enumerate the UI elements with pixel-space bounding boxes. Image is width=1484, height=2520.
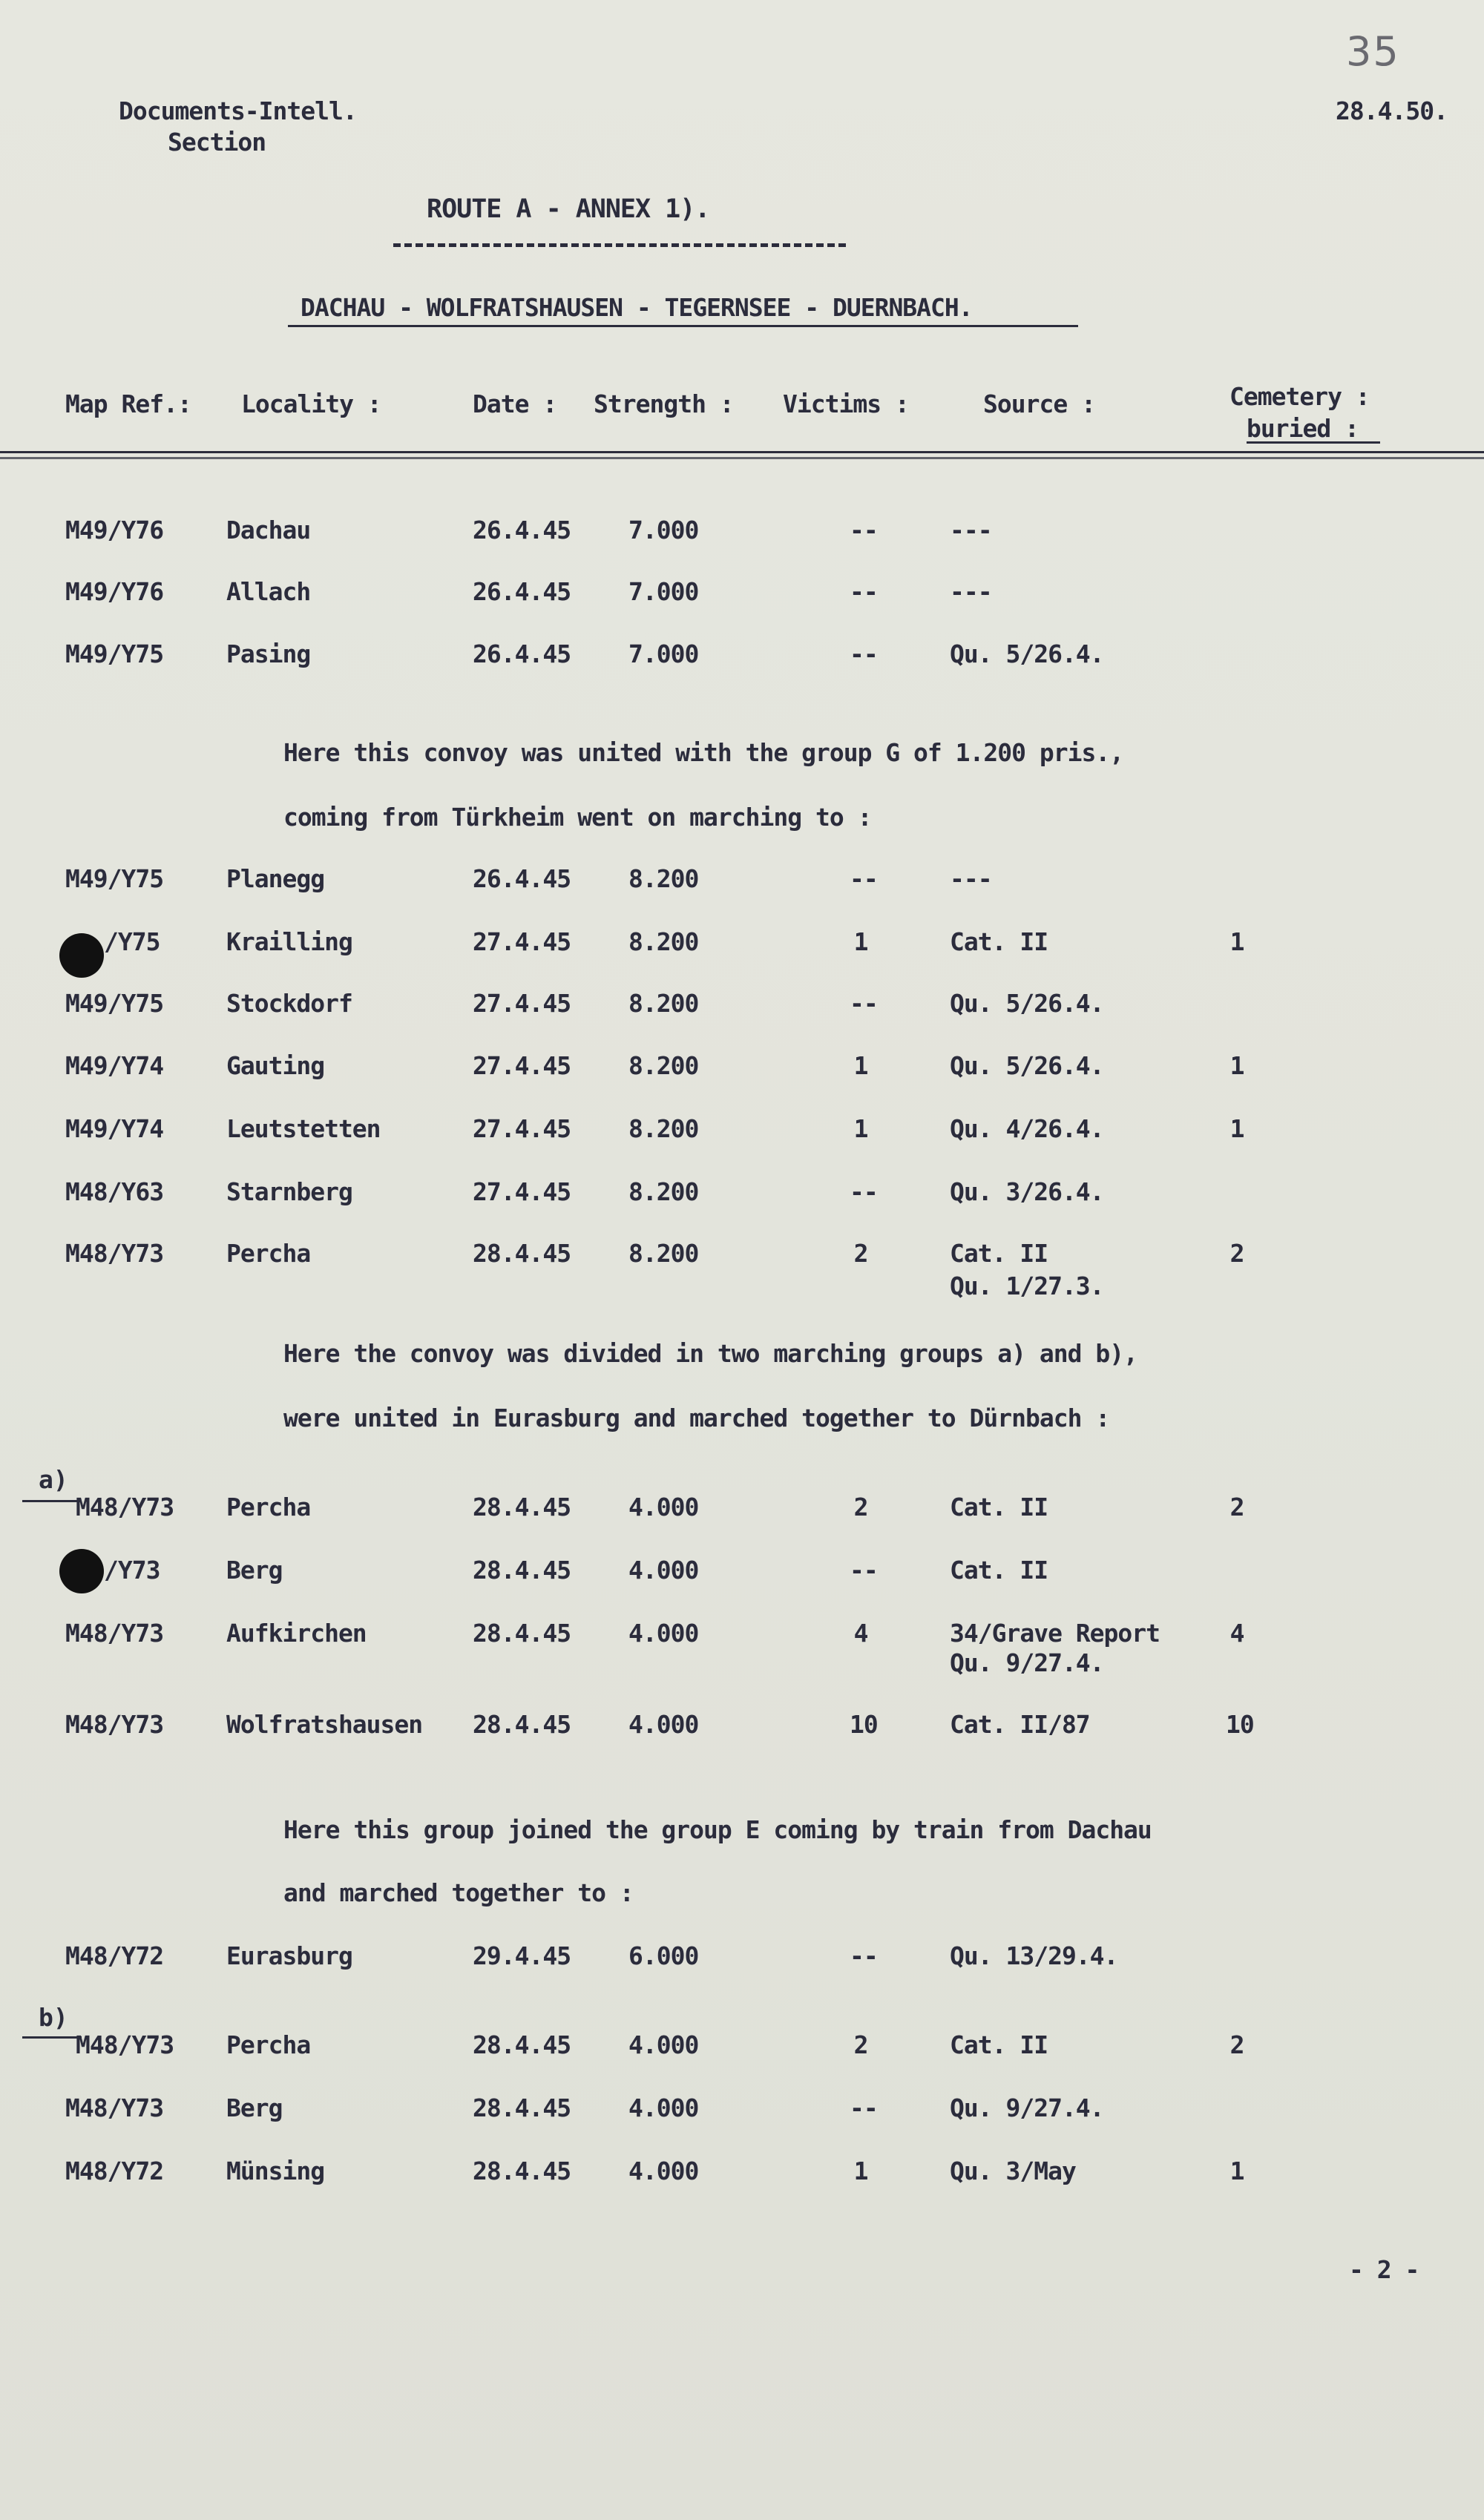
source: --- xyxy=(950,864,992,893)
route-underline xyxy=(288,325,1078,327)
note-line: coming from Türkheim went on marching to : xyxy=(283,803,872,832)
table-row xyxy=(0,1619,1484,1700)
title-dash-underline xyxy=(393,243,846,247)
locality: Krailling xyxy=(226,927,352,956)
cemetery-buried: 2 xyxy=(1229,1239,1244,1268)
cemetery-buried: 4 xyxy=(1229,1619,1244,1648)
date: 27.4.45 xyxy=(473,989,571,1018)
map-ref: M49/Y76 xyxy=(65,516,164,545)
locality: Münsing xyxy=(226,2157,325,2185)
source: --- xyxy=(950,577,992,606)
victims: 2 xyxy=(853,2030,868,2059)
page-footer-number: - 2 - xyxy=(1349,2255,1419,2284)
source: Cat. II xyxy=(950,1493,1048,1521)
table-row xyxy=(0,1556,1484,1615)
note-line: Here this convoy was united with the group G of 1.200 pris., xyxy=(283,738,1124,767)
column-source: Source : xyxy=(983,389,1095,418)
victims: -- xyxy=(850,516,878,545)
note-line: were united in Eurasburg and marched together to Dürnbach : xyxy=(283,1404,1110,1432)
locality: Starnberg xyxy=(226,1177,352,1206)
note-line: Here the convoy was divided in two marching groups a) and b), xyxy=(283,1339,1137,1368)
cemetery-buried: 10 xyxy=(1226,1710,1254,1739)
victims: -- xyxy=(850,639,878,668)
locality: Stockdorf xyxy=(226,989,352,1018)
note-line: Here this group joined the group E coming by train from Dachau xyxy=(283,1815,1152,1844)
map-ref: M48/Y72 xyxy=(65,1941,164,1970)
date: 28.4.45 xyxy=(473,1239,571,1268)
locality: Dachau xyxy=(226,516,311,545)
map-ref: M49/Y75 xyxy=(65,864,164,893)
map-ref: M48/Y63 xyxy=(65,1177,164,1206)
victims: -- xyxy=(850,989,878,1018)
locality: Berg xyxy=(226,2093,283,2122)
victims: 1 xyxy=(853,927,868,956)
cemetery-buried: 1 xyxy=(1229,927,1244,956)
source: 34/Grave Report xyxy=(950,1619,1160,1648)
source: Qu. 5/26.4. xyxy=(950,989,1104,1018)
cemetery-buried: 1 xyxy=(1229,2157,1244,2185)
victims: -- xyxy=(850,1941,878,1970)
department-line2: Section xyxy=(168,128,266,157)
handwritten-page-number: 35 xyxy=(1346,28,1400,75)
locality: Wolfratshausen xyxy=(226,1710,423,1739)
victims: -- xyxy=(850,1177,878,1206)
source: Qu. 13/29.4. xyxy=(950,1941,1118,1970)
victims: 4 xyxy=(853,1619,868,1648)
table-row xyxy=(0,2157,1484,2216)
table-row xyxy=(0,864,1484,924)
locality: Percha xyxy=(226,1493,311,1521)
map-ref: M48/Y73 xyxy=(65,1710,164,1739)
source-secondary: Qu. 9/27.4. xyxy=(950,1648,1104,1677)
cemetery-buried: 2 xyxy=(1229,2030,1244,2059)
table-row xyxy=(0,927,1484,987)
strength: 7.000 xyxy=(628,577,699,606)
locality: Berg xyxy=(226,1556,283,1585)
map-ref: M48/Y73 xyxy=(65,1239,164,1268)
source: Cat. II xyxy=(950,927,1048,956)
strength: 4.000 xyxy=(628,1493,699,1521)
map-ref: M49/Y74 xyxy=(65,1051,164,1080)
locality: Allach xyxy=(226,577,311,606)
table-row xyxy=(0,2030,1484,2090)
map-ref: M48/Y73 xyxy=(76,1493,174,1521)
table-row xyxy=(0,1941,1484,2001)
source: Cat. II/87 xyxy=(950,1710,1090,1739)
table-row xyxy=(0,1114,1484,1174)
date: 27.4.45 xyxy=(473,1051,571,1080)
date: 28.4.45 xyxy=(473,1556,571,1585)
column-map-ref: Map Ref.: xyxy=(65,389,191,418)
strength: 8.200 xyxy=(628,1239,699,1268)
date: 28.4.45 xyxy=(473,1710,571,1739)
table-row xyxy=(0,639,1484,699)
group-b-marker: b) xyxy=(39,2003,68,2032)
strength: 8.200 xyxy=(628,1051,699,1080)
locality: Eurasburg xyxy=(226,1941,352,1970)
victims: 2 xyxy=(853,1239,868,1268)
victims: 2 xyxy=(853,1493,868,1521)
strength: 4.000 xyxy=(628,1556,699,1585)
locality: Gauting xyxy=(226,1051,325,1080)
map-ref: M49/Y76 xyxy=(65,577,164,606)
strength: 8.200 xyxy=(628,864,699,893)
table-row xyxy=(0,1710,1484,1769)
route-heading: DACHAU - WOLFRATSHAUSEN - TEGERNSEE - DUERNBACH. xyxy=(301,293,973,322)
date: 28.4.45 xyxy=(473,1493,571,1521)
map-ref: M49/Y74 xyxy=(65,1114,164,1143)
victims: 1 xyxy=(853,2157,868,2185)
strength: 7.000 xyxy=(628,639,699,668)
source: Cat. II xyxy=(950,1556,1048,1585)
table-row xyxy=(0,516,1484,575)
strength: 4.000 xyxy=(628,2157,699,2185)
column-strength: Strength : xyxy=(594,389,734,418)
source: Cat. II xyxy=(950,1239,1048,1268)
map-ref: M48/Y73 xyxy=(76,2030,174,2059)
source: Qu. 9/27.4. xyxy=(950,2093,1104,2122)
victims: -- xyxy=(850,864,878,893)
table-row xyxy=(0,1493,1484,1552)
strength: 4.000 xyxy=(628,1619,699,1648)
table-row xyxy=(0,2093,1484,2153)
source-secondary: Qu. 1/27.3. xyxy=(950,1271,1104,1300)
strength: 4.000 xyxy=(628,2093,699,2122)
map-ref: M48/Y73 xyxy=(65,2093,164,2122)
cemetery-buried: 1 xyxy=(1229,1051,1244,1080)
victims: 10 xyxy=(850,1710,878,1739)
map-ref: M48/Y72 xyxy=(65,2157,164,2185)
date: 27.4.45 xyxy=(473,927,571,956)
table-row xyxy=(0,989,1484,1048)
column-victims: Victims : xyxy=(783,389,909,418)
cemetery-buried: 2 xyxy=(1229,1493,1244,1521)
locality: Percha xyxy=(226,1239,311,1268)
map-ref: M49/Y75 xyxy=(65,639,164,668)
locality: Percha xyxy=(226,2030,311,2059)
locality: Pasing xyxy=(226,639,311,668)
date: 26.4.45 xyxy=(473,864,571,893)
victims: -- xyxy=(850,1556,878,1585)
strength: 8.200 xyxy=(628,1177,699,1206)
group-a-marker: a) xyxy=(39,1465,68,1494)
source: Qu. 3/26.4. xyxy=(950,1177,1104,1206)
document-date: 28.4.50. xyxy=(1336,96,1448,125)
victims: 1 xyxy=(853,1114,868,1143)
date: 26.4.45 xyxy=(473,516,571,545)
map-ref: M49/Y75 xyxy=(65,989,164,1018)
table-row xyxy=(0,1239,1484,1320)
column-buried: buried : xyxy=(1247,414,1359,443)
map-ref: /Y75 xyxy=(104,927,160,956)
source: Qu. 3/May xyxy=(950,2157,1076,2185)
locality: Planegg xyxy=(226,864,325,893)
department-line1: Documents-Intell. xyxy=(119,96,357,125)
victims: 1 xyxy=(853,1051,868,1080)
column-cemetery: Cemetery : xyxy=(1229,382,1370,411)
victims: -- xyxy=(850,2093,878,2122)
column-locality: Locality : xyxy=(241,389,381,418)
victims: -- xyxy=(850,577,878,606)
document-title: ROUTE A - ANNEX 1). xyxy=(427,194,710,224)
map-ref: M48/Y73 xyxy=(65,1619,164,1648)
cemetery-buried: 1 xyxy=(1229,1114,1244,1143)
strength: 8.200 xyxy=(628,989,699,1018)
locality: Leutstetten xyxy=(226,1114,381,1143)
strength: 4.000 xyxy=(628,1710,699,1739)
note-line: and marched together to : xyxy=(283,1878,634,1907)
date: 28.4.45 xyxy=(473,2030,571,2059)
date: 27.4.45 xyxy=(473,1114,571,1143)
header-rule xyxy=(0,451,1484,453)
table-row xyxy=(0,1051,1484,1111)
date: 29.4.45 xyxy=(473,1941,571,1970)
source: --- xyxy=(950,516,992,545)
strength: 8.200 xyxy=(628,1114,699,1143)
strength: 6.000 xyxy=(628,1941,699,1970)
table-row xyxy=(0,577,1484,636)
date: 26.4.45 xyxy=(473,639,571,668)
date: 27.4.45 xyxy=(473,1177,571,1206)
strength: 4.000 xyxy=(628,2030,699,2059)
source: Qu. 5/26.4. xyxy=(950,639,1104,668)
table-row xyxy=(0,1177,1484,1237)
source: Qu. 4/26.4. xyxy=(950,1114,1104,1143)
source: Cat. II xyxy=(950,2030,1048,2059)
strength: 7.000 xyxy=(628,516,699,545)
date: 28.4.45 xyxy=(473,1619,571,1648)
column-date: Date : xyxy=(473,389,557,418)
strength: 8.200 xyxy=(628,927,699,956)
buried-underline xyxy=(1247,441,1380,444)
source: Qu. 5/26.4. xyxy=(950,1051,1104,1080)
date: 28.4.45 xyxy=(473,2157,571,2185)
map-ref: /Y73 xyxy=(104,1556,160,1585)
locality: Aufkirchen xyxy=(226,1619,367,1648)
date: 26.4.45 xyxy=(473,577,571,606)
header-rule-second xyxy=(0,457,1484,459)
date: 28.4.45 xyxy=(473,2093,571,2122)
